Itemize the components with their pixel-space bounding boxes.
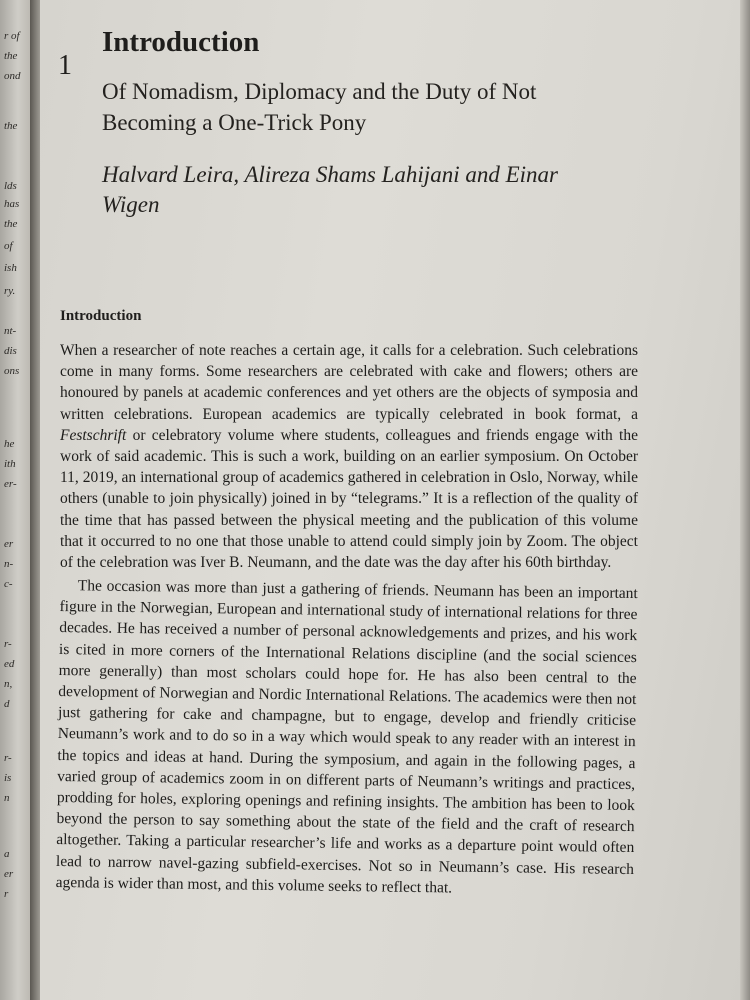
chapter-subtitle: Of Nomadism, Diplomacy and the Duty of Not Becoming a One-Trick Pony: [102, 79, 537, 135]
left-page-fragment: lds: [4, 180, 17, 192]
left-page-fragment: is: [4, 772, 12, 784]
left-page-fragment: er: [4, 868, 14, 880]
left-page-fragment: of: [4, 240, 13, 252]
left-page-fragment: has: [4, 198, 20, 210]
paragraph-1-part-a: When a researcher of note reaches a certain age, it calls for a celebration. Such celebrations come in many forms. Some researchers are celebrated with cake and flowers; others are honoured by panels at academic conferences and yet others are the objects of symposia and written celebrations. European academics are typically celebrated in book format, a: [60, 342, 638, 423]
festschrift-term: Festschrift: [60, 426, 127, 444]
left-page-fragment: r of: [4, 30, 20, 42]
left-page-fragment: a: [4, 848, 10, 860]
left-page-fragment: r: [4, 888, 9, 900]
chapter-number: 1: [58, 50, 72, 81]
left-page-fragment: ish: [4, 262, 17, 274]
left-page-fragment: r-: [4, 638, 12, 650]
book-gutter: [30, 0, 40, 1000]
book-page: [40, 0, 740, 1000]
left-page-fragment: ed: [4, 658, 15, 670]
left-page-fragment: n-: [4, 558, 14, 570]
left-page-fragment: ry.: [4, 285, 16, 297]
left-page-fragment: the: [4, 50, 18, 62]
chapter-title: Introduction: [102, 26, 260, 58]
left-page-fragment: d: [4, 698, 10, 710]
left-page-fragment: n,: [4, 678, 13, 690]
left-page-fragment: n: [4, 792, 10, 804]
left-page-fragment: nt-: [4, 325, 17, 337]
paragraph-2: The occasion was more than just a gathering of friends. Neumann has been an important figure in the Norwegian, European and international study of international relations for three decades. He has received a number of personal acknowledgements and prizes, and his work is cited in more corners of the International Relations discipline (and the social sciences more generally) than most scholars could hope for. He has also been central to the development of Norwegian and Nordic International Relations. The academics were then not just gathering for cake and champagne, but to engage, develop and friendly criticise Neumann’s work and to do so in a way which would speak to any reader with an interest in the topics and ideas at hand. During the symposium, and again in the following pages, a varied group of academics zoom in on different parts of Neumann’s writings and practices, prodding for holes, exploring openings and refining insights. The ambition has been to look beyond the person to say something about the state of the field and the craft of research altogether. Taking a particular researcher’s life and works as a departure point would often lead to narrow navel-gazing subfield-exercises. Not so in Neumann’s case. His research agenda is wider than most, and this volume seeks to reflect that.: [55, 577, 638, 897]
paragraph-1: [60, 340, 638, 573]
left-page-edge: [0, 0, 30, 1000]
right-page-edge: [740, 0, 750, 1000]
left-page-fragment: c-: [4, 578, 13, 590]
left-page-fragment: the: [4, 120, 18, 132]
left-page-fragment: r-: [4, 752, 12, 764]
left-page-fragment: the: [4, 218, 18, 230]
paragraph-1-part-b: or celebratory volume where students, colleagues and friends engage with the work of said academic. This is such a work, building on an earlier symposium. On October 11, 2019, an international group of academics gathered in celebration in Oslo, Norway, while others (unable to join physically) joined in by “telegrams.” It is a reflection of the quality of the time that has passed between the physical meeting and the publication of this volume that it occurred to no one that those unable to attend could simply join by Zoom. The object of the celebration was Iver B. Neumann, and the date was the day after his 60th birthday.: [60, 426, 638, 572]
chapter-authors: Halvard Leira, Alireza Shams Lahijani and Einar Wigen: [102, 162, 558, 217]
left-page-fragment: er-: [4, 478, 17, 490]
bleed-through-text: [580, 6, 730, 266]
section-heading: Introduction: [60, 308, 142, 324]
left-page-fragment: ond: [4, 70, 21, 82]
left-page-fragment: ons: [4, 365, 20, 377]
left-page-fragment: he: [4, 438, 15, 450]
left-page-fragment: er: [4, 538, 14, 550]
left-page-fragment: dis: [4, 345, 17, 357]
body-text: [55, 340, 638, 897]
left-page-fragment: ith: [4, 458, 16, 470]
